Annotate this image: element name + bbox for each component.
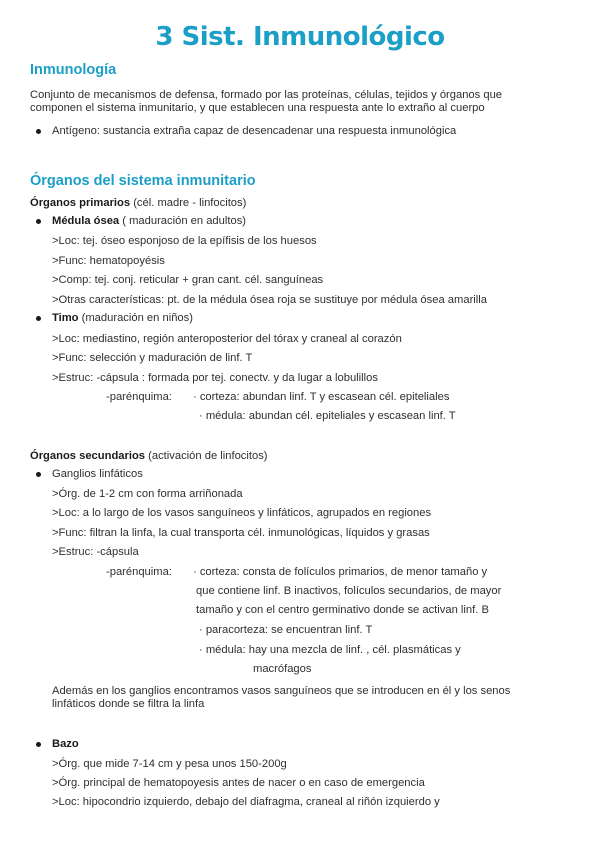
timo-medula: · médula: abundan cél. epiteliales y escasean linf. T <box>199 410 456 422</box>
ganglios-loc: >Loc: a lo largo de los vasos sanguíneos y linfáticos, agrupados en regiones <box>52 507 432 519</box>
ganglios-extra-2: linfáticos donde se filtra la linfa <box>52 698 205 710</box>
medula-func: >Func: hematopoyésis <box>52 255 165 267</box>
section-heading-organos: Órganos del sistema inmunitario <box>30 173 256 189</box>
ganglios-medula-2: macrófagos <box>253 663 312 675</box>
ganglios-label: Ganglios linfáticos <box>52 468 143 480</box>
medula-loc: >Loc: tej. óseo esponjoso de la epífisis de los huesos <box>52 235 317 247</box>
timo-corteza: · corteza: abundan linf. T y escasean cél. epiteliales <box>193 391 450 403</box>
ganglios-parenquima: -parénquima: <box>106 566 172 578</box>
primary-organs-note: (cél. madre - linfocitos) <box>130 197 247 209</box>
primary-organs-line <box>30 196 246 210</box>
ganglios-corteza-3: tamaño y con el centro germinativo donde se activan linf. B <box>196 604 489 616</box>
timo-note: (maduración en niños) <box>78 312 193 324</box>
ganglios-func: >Func: filtran la linfa, la cual transporta cél. inmunológicas, líquidos y grasas <box>52 527 430 539</box>
intro-line-1: Conjunto de mecanismos de defensa, formado por las proteínas, células, tejidos y órganos que <box>30 89 503 101</box>
bazo-loc: >Loc: hipocondrio izquierdo, debajo del diafragma, craneal al riñón izquierdo y <box>52 796 440 808</box>
ganglios-org: >Órg. de 1-2 cm con forma arriñonada <box>52 488 243 500</box>
timo-parenquima: -parénquima: <box>106 391 172 403</box>
bullet-icon <box>36 129 41 134</box>
medula-line <box>52 214 246 228</box>
section-heading-inmunologia: Inmunología <box>30 62 117 78</box>
bullet-icon <box>36 219 41 224</box>
bullet-icon <box>36 472 41 477</box>
medula-note: ( maduración en adultos) <box>119 215 247 227</box>
bazo-org: >Órg. que mide 7-14 cm y pesa unos 150-200g <box>52 758 287 770</box>
antigen-definition: Antígeno: sustancia extraña capaz de desencadenar una respuesta inmunológica <box>52 125 457 137</box>
ganglios-corteza-1: · corteza: consta de folículos primarios, de menor tamaño y <box>193 566 488 578</box>
medula-other: >Otras características: pt. de la médula ósea roja se sustituye por médula ósea amarilla <box>52 294 487 306</box>
medula-label: Médula ósea <box>52 215 120 227</box>
ganglios-corteza-2: que contiene linf. B inactivos, folículos secundarios, de mayor <box>196 585 502 597</box>
bazo-principal: >Órg. principal de hematopoyesis antes de nacer o en caso de emergencia <box>52 777 425 789</box>
page-title: 3 Sist. Inmunológico <box>155 22 445 52</box>
primary-organs-label: Órganos primarios <box>30 197 131 209</box>
medula-comp: >Comp: tej. conj. reticular + gran cant. cél. sanguíneas <box>52 274 324 286</box>
timo-line <box>52 311 193 325</box>
ganglios-paracorteza: · paracorteza: se encuentran linf. T <box>199 624 373 636</box>
secondary-organs-label: Órganos secundarios <box>30 450 146 462</box>
timo-loc: >Loc: mediastino, región anteroposterior del tórax y craneal al corazón <box>52 333 402 345</box>
bullet-icon <box>36 742 41 747</box>
secondary-organs-line <box>30 449 268 463</box>
timo-estruc: >Estruc: -cápsula : formada por tej. conectv. y da lugar a lobulillos <box>52 372 378 384</box>
bazo-label: Bazo <box>52 738 79 750</box>
ganglios-medula-1: · médula: hay una mezcla de linf. , cél. plasmáticas y <box>199 644 461 656</box>
secondary-organs-note: (activación de linfocitos) <box>145 450 268 462</box>
bullet-icon <box>36 316 41 321</box>
ganglios-estruc: >Estruc: -cápsula <box>52 546 139 558</box>
intro-line-2: componen el sistema inmunitario, y que establecen una respuesta ante lo extraño al cuerpo <box>30 102 485 114</box>
timo-label: Timo <box>52 312 79 324</box>
ganglios-extra-1: Además en los ganglios encontramos vasos sanguíneos que se introducen en él y los senos <box>52 685 511 697</box>
timo-func: >Func: selección y maduración de linf. T <box>52 352 253 364</box>
